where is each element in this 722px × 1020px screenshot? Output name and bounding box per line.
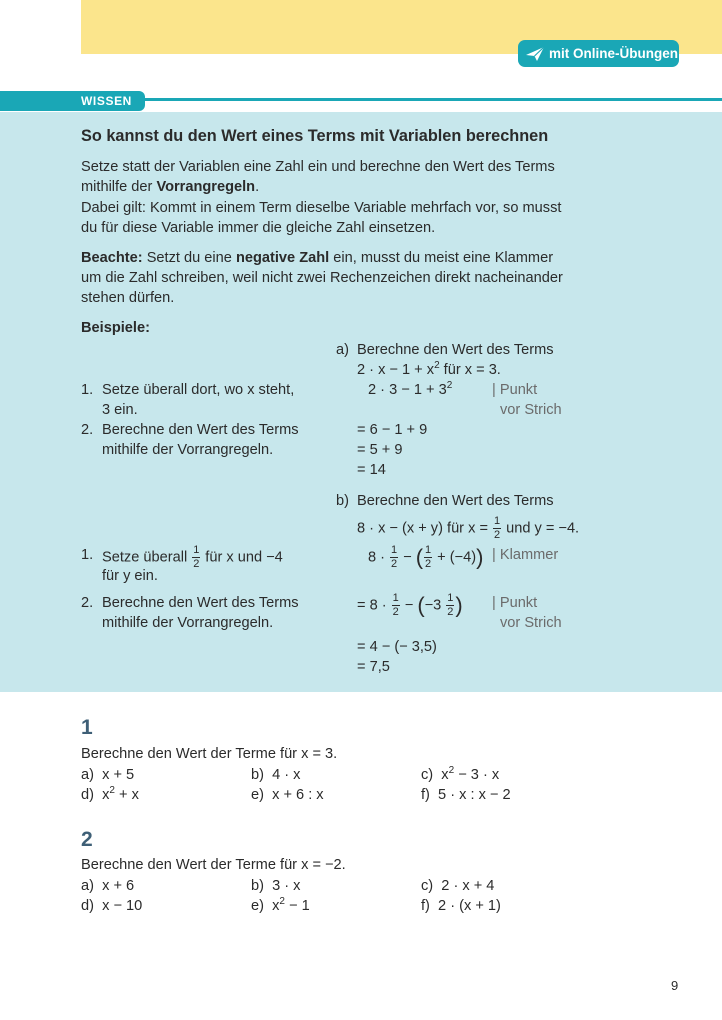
page-number: 9 [671,978,679,993]
example-b-step1-line2: für y ein. [102,568,158,584]
intro-line-3: Dabei gilt: Kommt in einem Term dieselbe Variable mehrfach vor, so musst [81,200,562,216]
example-a-letter: a) [336,342,349,358]
example-a-step1-number: 1. [81,382,94,398]
example-a-substitution: $2 \cdot 3 - 1 + 3^2$ [368,380,453,398]
paper-plane-icon [525,46,545,62]
example-a-step2-line2: mithilfe der Vorrangregeln. [102,442,274,458]
example-b-step1-number: 1. [81,547,94,563]
example-b-note-2-line2: vor Strich [500,615,562,631]
examples-label: Beispiele: [81,320,150,336]
exercise-2-prompt: Berechne den Wert der Terme für x = −2. [81,857,346,873]
intro-line-1: Setze statt der Variablen eine Zahl ein und berechne den Wert des Terms [81,159,555,175]
example-b-substitution: 8 · $\frac{1}{2}$ − ( $\frac{1}{2}$ + (−4)) [368,544,484,570]
note-line-1: Beachte: Setzt du eine negative Zahl ein, musst du meist eine Klammer [81,250,554,266]
example-b-step1-line1: Setze überall $\frac{1}{2}$ für x und −4 [102,544,283,570]
fraction-one-half: $\frac{1}{2}$ [391,544,398,570]
fraction-one-half: $\frac{1}{2}$ [493,515,501,541]
intro-line-4: du für diese Variable immer die gleiche Zahl einsetzen. [81,220,436,236]
exercise-2-item-e: e) $x^2 - 1$ [251,896,310,914]
fraction-one-half: $\frac{1}{2}$ [425,544,432,570]
example-a-step1-line1: Setze überall dort, wo x steht, [102,382,295,398]
example-a-step2-line1: Berechne den Wert des Terms [102,422,299,438]
online-exercises-badge[interactable] [518,40,679,67]
example-b-calc-2: = 8 · $\frac{1}{2}$ − (−3 $\frac{1}{2}$ ) [357,592,463,618]
exercise-1-item-d: d) $x^2 + x$ [81,785,139,803]
example-a-note-line1: | Punkt [492,382,538,398]
exercise-1-item-c: c) $x^2 - 3 \cdot x$ [421,765,500,783]
note-line-3: stehen dürfen. [81,290,175,306]
example-a-term: $2 \cdot x - 1 + x^2$ für x = 3. [357,360,501,378]
example-b-step2-line1: Berechne den Wert des Terms [102,595,299,611]
exercise-1-item-f: f) 5 · x : x − 2 [421,787,511,803]
example-b-note-2-line1: | Punkt [492,595,538,611]
exercise-2-item-f: f) 2 · (x + 1) [421,898,501,914]
intro-line-2: mithilfe der Vorrangregeln. [81,179,260,195]
example-a-calc-2: = 5 + 9 [357,442,403,458]
section-tab-wissen: WISSEN [0,91,145,111]
exercise-1-item-e: e) x + 6 : x [251,787,324,803]
example-a-note-line2: vor Strich [500,402,562,418]
exercise-2-item-a: a) x + 6 [81,878,135,894]
example-b-task: Berechne den Wert des Terms [357,493,554,509]
knowledge-title: So kannst du den Wert eines Terms mit Variablen berechnen [81,127,549,145]
fraction-one-half: $\frac{1}{2}$ [447,592,454,618]
example-b-calc-3: = 4 − (− 3,5) [357,639,437,655]
example-a-step1-line2: 3 ein. [102,402,138,418]
exercise-2-item-d: d) x − 10 [81,898,143,914]
example-b-letter: b) [336,493,349,509]
example-b-step2-line2: mithilfe der Vorrangregeln. [102,615,274,631]
example-b-term: 8 · x − (x + y) für x = $\frac{1}{2}$ und y = −4. [357,515,580,541]
example-a-step2-number: 2. [81,422,94,438]
exercise-1-item-a: a) x + 5 [81,767,135,783]
exercise-1-prompt: Berechne den Wert der Terme für x = 3. [81,746,338,762]
example-a-task: Berechne den Wert des Terms [357,342,554,358]
example-a-calc-3: = 14 [357,462,386,478]
fraction-one-half: $\frac{1}{2}$ [193,544,200,570]
exercise-1-number: 1 [81,716,93,739]
example-a-calc-1: = 6 − 1 + 9 [357,422,428,438]
exercise-2-item-b: b) 3 · x [251,878,301,894]
exercise-1-item-b: b) 4 · x [251,767,301,783]
fraction-one-half: $\frac{1}{2}$ [392,592,399,618]
note-line-2: um die Zahl schreiben, weil nicht zwei Rechenzeichen direkt nacheinander [81,270,563,286]
example-b-note-1: | Klammer [492,547,559,563]
example-b-step2-number: 2. [81,595,94,611]
example-b-calc-4: = 7,5 [357,659,390,675]
exercise-2-item-c: c) 2 · x + 4 [421,878,495,894]
online-badge-label: mit Online-Übungen [549,46,678,61]
exercise-2-number: 2 [81,828,93,851]
